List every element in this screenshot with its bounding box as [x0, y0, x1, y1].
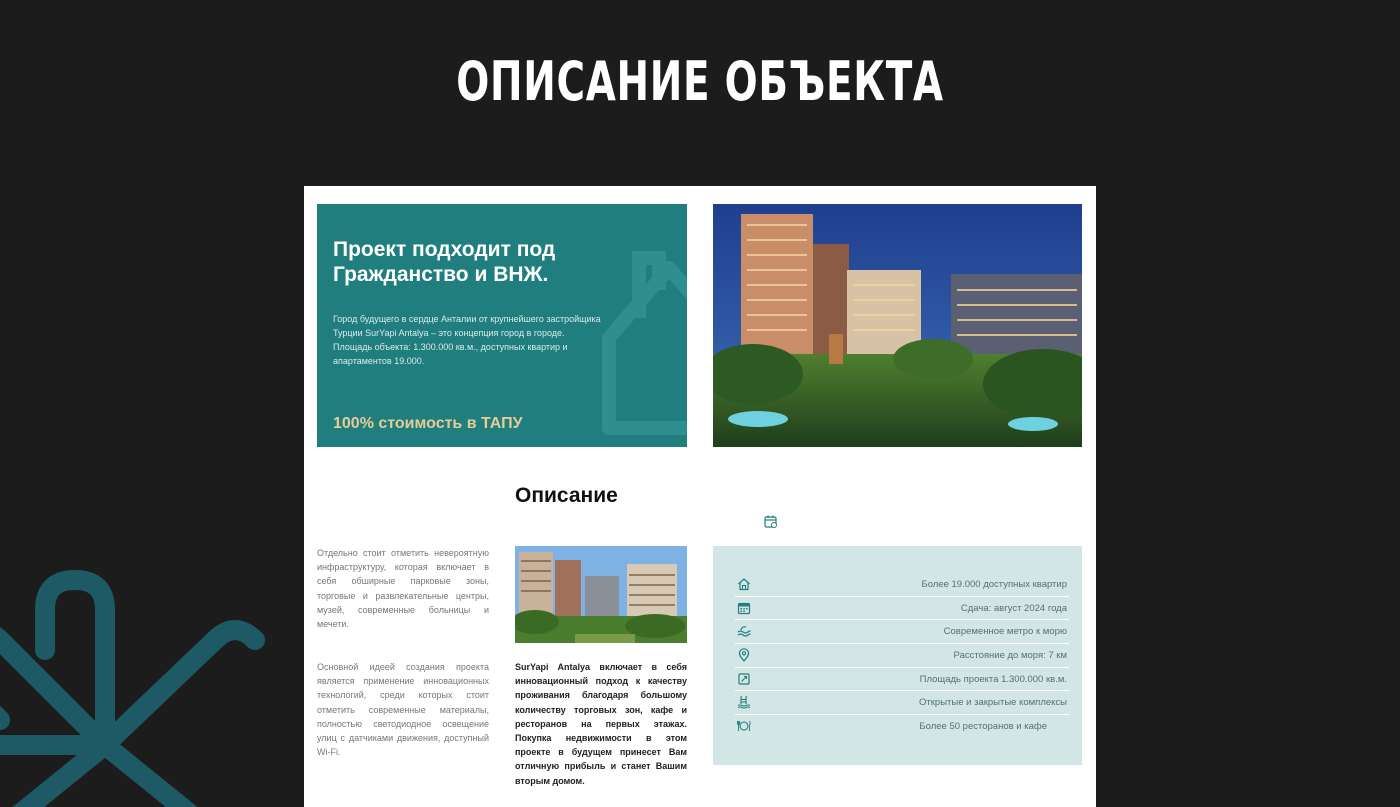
area-icon — [737, 672, 751, 686]
features-panel — [713, 546, 1082, 765]
infrastructure-paragraph: Отдельно стоит отметить невероятную инфраструктуру, которая включает в себя обширные парковые зоны, торговые и развлекательные центры, музей, современные больницы и мечети. — [317, 548, 489, 630]
feature-row — [735, 573, 1069, 597]
technology-paragraph: Основной идеей создания проекта является применение инновационных технологий, среди которых стоит отметить современные материалы, полностью светодиодное освещение улиц с датчиками движения, доступный Wi-Fi. — [317, 662, 489, 758]
pool-icon — [737, 695, 751, 709]
calendar-icon — [764, 515, 778, 529]
hero-description: Город будущего в сердце Анталии от крупнейшего застройщика Турции SurYapi Antalya – это концепция город в городе. Площадь объекта: 1.300.000 кв.м., доступных квартир и апартаментов 19.000. — [333, 314, 601, 366]
feature-row — [735, 668, 1069, 692]
tapu-text: 100% стоимость в ТАПУ — [333, 415, 523, 432]
feature-row — [735, 691, 1069, 715]
complex-photo — [515, 546, 687, 643]
project-approach-paragraph: SurYapi Antalya включает в себя инновационный подход к качеству проживания благодаря большому количеству торговых зон, кафе и ресторанов на первых этажах. Покупка недвижимости в этом проекте в будущем принесет Вам отличную прибыль и станет Вашим вторым домом. — [515, 662, 687, 786]
feature-row — [735, 620, 1069, 644]
feature-label: Более 50 ресторанов и кафе — [919, 721, 1047, 733]
restaurant-icon — [737, 719, 751, 733]
feature-label: Площадь проекта 1.300.000 кв.м. — [919, 673, 1067, 685]
feature-row — [735, 715, 1069, 739]
page-title: ОПИСАНИЕ ОБЪЕКТА — [456, 50, 944, 113]
wave-icon — [737, 624, 751, 638]
feature-row — [735, 644, 1069, 668]
feature-label: Расстояние до моря: 7 км — [953, 649, 1067, 661]
location-pin-icon — [737, 648, 751, 662]
description-title: Описание — [515, 484, 618, 507]
decorative-flower-logo — [0, 570, 270, 807]
hero-building-photo — [713, 204, 1082, 447]
hero-title: Проект подходит под Гражданство и ВНЖ. — [333, 238, 556, 286]
feature-label: Более 19.000 доступных квартир — [921, 578, 1067, 590]
feature-row — [735, 597, 1069, 621]
calendar-icon — [737, 601, 751, 615]
content-card — [304, 186, 1096, 807]
feature-label: Сдача: август 2024 года — [960, 602, 1067, 614]
home-icon — [737, 577, 751, 591]
feature-label: Открытые и закрытые комплексы — [919, 697, 1067, 709]
feature-label: Современное метро к морю — [943, 626, 1067, 638]
features-list — [735, 573, 1069, 739]
hero-panel — [317, 204, 687, 447]
